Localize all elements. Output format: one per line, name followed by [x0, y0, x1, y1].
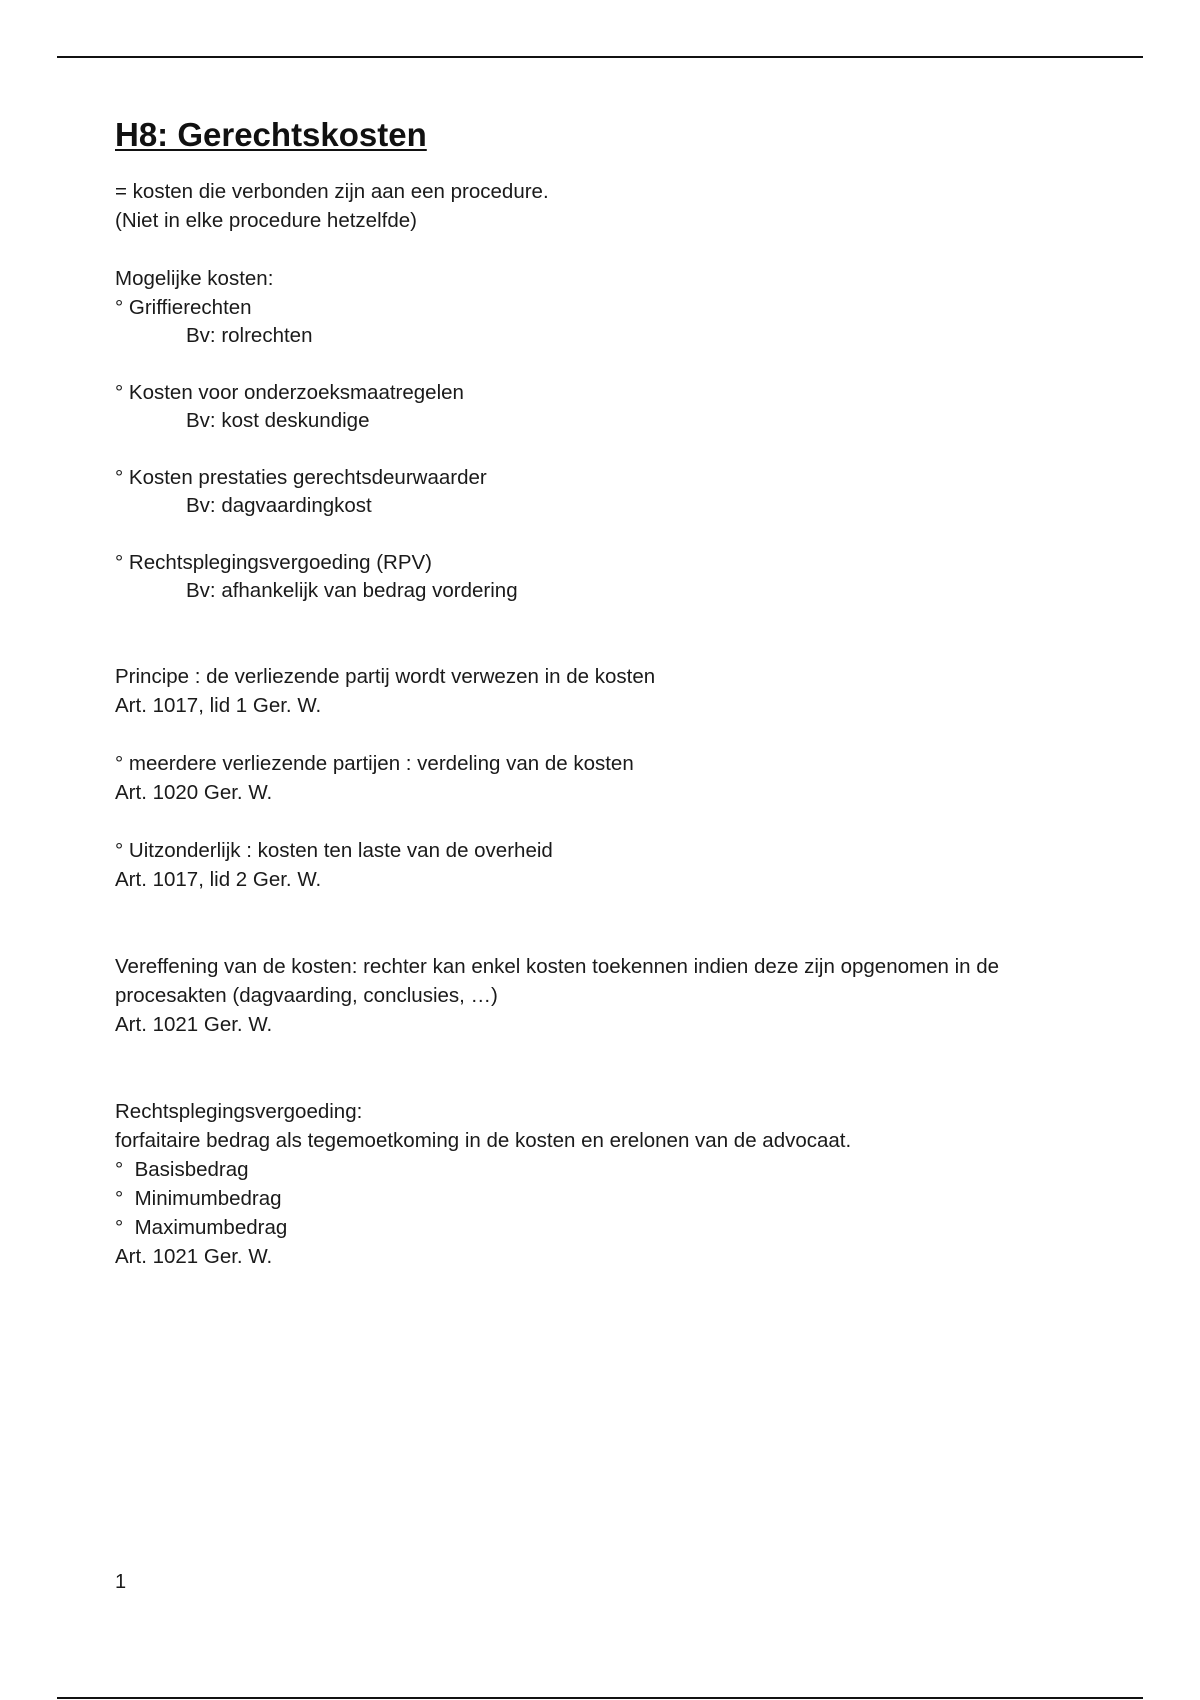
rpv-heading: Rechtsplegingsvergoeding:: [115, 1100, 363, 1123]
cost-item: ° Kosten voor onderzoeksmaatregelen: [115, 381, 464, 404]
footer-rule: [57, 1697, 1143, 1699]
cost-example: Bv: afhankelijk van bedrag vordering: [186, 579, 518, 602]
exception-article: Art. 1017, lid 2 Ger. W.: [115, 868, 322, 891]
spacer: [115, 519, 1090, 548]
cost-example: Bv: kost deskundige: [186, 409, 370, 432]
cost-example: Bv: rolrechten: [186, 324, 313, 347]
spacer: [115, 807, 1090, 836]
multiple-parties-article: Art. 1020 Ger. W.: [115, 781, 273, 804]
principle-text: Principe : de verliezende partij wordt verwezen in de kosten: [115, 665, 656, 688]
document-body: [115, 115, 1090, 1271]
cost-item: ° Griffierechten: [115, 296, 252, 319]
header-rule: [57, 56, 1143, 58]
spacer: [115, 1039, 1090, 1097]
principle-article: Art. 1017, lid 1 Ger. W.: [115, 694, 322, 717]
rpv-item: ° Maximumbedrag: [115, 1216, 288, 1239]
exception-text: ° Uitzonderlijk : kosten ten laste van de overheid: [115, 839, 553, 862]
settlement-article: Art. 1021 Ger. W.: [115, 1013, 273, 1036]
cost-item: ° Rechtsplegingsvergoeding (RPV): [115, 551, 432, 574]
rpv-article: Art. 1021 Ger. W.: [115, 1245, 273, 1268]
rpv-item: ° Minimumbedrag: [115, 1187, 282, 1210]
settlement-text: Vereffening van de kosten: rechter kan enkel kosten toekennen indien deze zijn opgenomen in de procesakten (dagvaarding, conclusies, …): [115, 955, 1005, 1007]
spacer: [115, 434, 1090, 463]
intro-line: (Niet in elke procedure hetzelfde): [115, 209, 417, 232]
rpv-text: forfaitaire bedrag als tegemoetkoming in de kosten en erelonen van de advocaat.: [115, 1129, 852, 1152]
rpv-item: ° Basisbedrag: [115, 1158, 249, 1181]
spacer: [115, 720, 1090, 749]
spacer: [115, 604, 1090, 662]
spacer: [115, 235, 1090, 264]
page-title: H8: Gerechtskosten: [115, 116, 427, 153]
page-number: 1: [115, 1571, 127, 1593]
costs-heading: Mogelijke kosten:: [115, 267, 274, 290]
spacer: [115, 349, 1090, 378]
multiple-parties-text: ° meerdere verliezende partijen : verdeling van de kosten: [115, 752, 634, 775]
spacer: [115, 894, 1090, 952]
cost-example: Bv: dagvaardingkost: [186, 494, 372, 517]
cost-item: ° Kosten prestaties gerechtsdeurwaarder: [115, 466, 487, 489]
intro-line: = kosten die verbonden zijn aan een procedure.: [115, 180, 549, 203]
